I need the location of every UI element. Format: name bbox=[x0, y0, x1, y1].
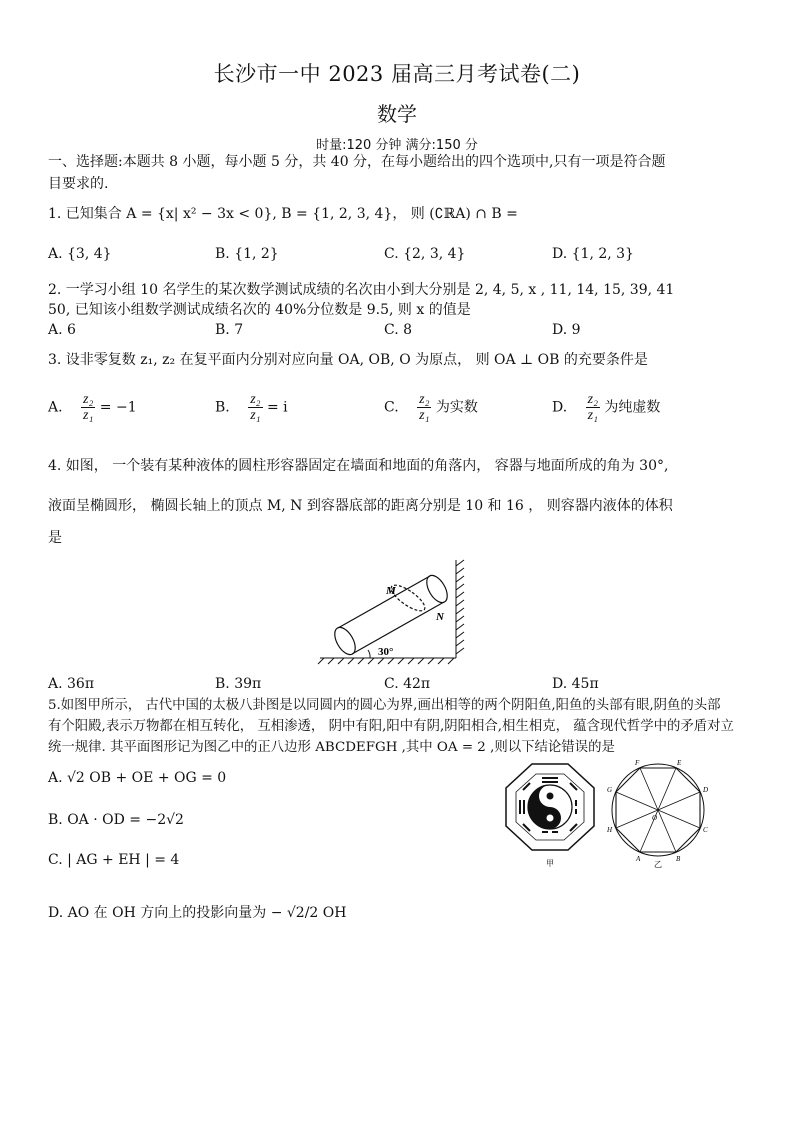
exam-meta: 时量:120 分钟 满分:150 分 bbox=[316, 138, 478, 153]
subject-heading: 数学 bbox=[377, 102, 417, 126]
bagua-figure bbox=[490, 760, 613, 872]
q5-line3: 统一规律. 其平面图形记为图乙中的正八边形 ABCDEFGH ,其中 OA = 2 ,则以下结论错误的是 bbox=[48, 740, 615, 755]
q2-option-d: D. 9 bbox=[552, 322, 581, 338]
label-m: M bbox=[386, 585, 396, 597]
vertex-label-h: H bbox=[607, 826, 613, 834]
fraction bbox=[417, 392, 431, 423]
q2-line1: 2. 一学习小组 10 名学生的某次数学测试成绩的名次由小到大分别是 2, 4, 5, x , 11, 14, 15, 39, 41 bbox=[48, 282, 675, 298]
vertex-label-b: B bbox=[676, 855, 681, 863]
yang-eye bbox=[547, 815, 554, 822]
q1-option-c: C. {2, 3, 4} bbox=[384, 246, 466, 262]
q3-option-d-label: D. bbox=[552, 399, 568, 416]
vertex-label-g: G bbox=[607, 786, 613, 794]
cylinder-figure bbox=[316, 558, 466, 666]
angle-arc bbox=[368, 650, 370, 658]
q5-line1: 5.如图甲所示， 古代中国的太极八卦图是以同圆内的圆心为界,画出相等的两个阴阳鱼,阳鱼的头部有眼,阴鱼的头部 bbox=[48, 698, 721, 713]
octagon-figure bbox=[602, 756, 714, 868]
q3-stem: 3. 设非零复数 z₁, z₂ 在复平面内分别对应向量 OA, OB, O 为原点， 则 OA ⊥ OB 的充要条件是 bbox=[48, 352, 648, 368]
fraction-numerator: z₂ bbox=[250, 392, 261, 407]
q4-line2: 液面呈椭圆形， 椭圆长轴上的顶点 M, N 到容器底部的距离分别是 10 和 16 ， 则容器内液体的体积 bbox=[48, 498, 673, 514]
angle-label: 30° bbox=[378, 646, 394, 658]
q4-option-a: A. 36π bbox=[48, 676, 95, 692]
q3-option-a bbox=[48, 392, 137, 423]
section-intro-line1: 一、选择题:本题共 8 小题，每小题 5 分，共 40 分，在每小题给出的四个选项中,只有一项是符合题 bbox=[48, 154, 666, 170]
q4-option-b: B. 39π bbox=[215, 676, 262, 692]
fraction bbox=[81, 392, 95, 423]
figure-caption-yi: 乙 bbox=[654, 860, 662, 868]
figure-caption-jia: 甲 bbox=[546, 859, 554, 868]
q3-option-b-tail: = i bbox=[266, 399, 288, 416]
q5-option-b: B. OA · OD = −2√2 bbox=[48, 812, 184, 828]
vertex-labels bbox=[606, 759, 708, 863]
q3-option-c-tail: 为实数 bbox=[435, 399, 478, 416]
vertex-label-f: F bbox=[635, 759, 640, 767]
section-intro-line2: 目要求的. bbox=[48, 176, 109, 192]
fraction bbox=[248, 392, 262, 423]
q1-stem: 1. 已知集合 A = {x| x² − 3x < 0}, B = {1, 2, 3, 4}， 则 (∁ℝA) ∩ B = bbox=[48, 206, 518, 222]
q3-option-a-tail: = −1 bbox=[99, 399, 137, 416]
fraction-denominator: z₁ bbox=[419, 408, 430, 423]
vertex-label-e: E bbox=[677, 759, 682, 767]
yin-eye bbox=[547, 793, 554, 800]
fraction-denominator: z₁ bbox=[83, 408, 94, 423]
q3-option-c-label: C. bbox=[384, 399, 399, 416]
q2-option-c: C. 8 bbox=[384, 322, 413, 338]
fraction-denominator: z₁ bbox=[250, 408, 261, 423]
q5-option-d: D. AO 在 OH 方向上的投影向量为 − √2/2 OH bbox=[48, 905, 347, 921]
fraction-denominator: z₁ bbox=[587, 408, 598, 423]
octagon-diagonals bbox=[616, 768, 700, 852]
label-n: N bbox=[436, 611, 444, 623]
q2-option-a: A. 6 bbox=[48, 322, 76, 338]
q3-option-b-label: B. bbox=[215, 399, 230, 416]
q3-option-d bbox=[552, 392, 660, 423]
q1-option-a: A. {3, 4} bbox=[48, 246, 112, 262]
q5-option-a: A. √2 OB + OE + OG = 0 bbox=[48, 770, 227, 786]
q4-line3: 是 bbox=[48, 530, 62, 546]
q3-option-c bbox=[384, 392, 478, 423]
q4-option-c: C. 42π bbox=[384, 676, 431, 692]
q4-option-d: D. 45π bbox=[552, 676, 599, 692]
vertex-label-a: A bbox=[636, 855, 641, 863]
vertex-label-d: D bbox=[703, 786, 709, 794]
fraction-numerator: z₂ bbox=[419, 392, 430, 407]
fraction-numerator: z₂ bbox=[587, 392, 598, 407]
vertex-label-c: C bbox=[703, 826, 708, 834]
q1-option-d: D. {1, 2, 3} bbox=[552, 246, 634, 262]
q5-line2: 有个阳殿,表示万物都在相互转化， 互相渗透， 阴中有阳,阳中有阴,阴阳相合,相生相克， 蕴含现代哲学中的矛盾对立 bbox=[48, 719, 734, 734]
q2-option-b: B. 7 bbox=[215, 322, 244, 338]
q4-line1: 4. 如图， 一个装有某种液体的圆柱形容器固定在墙面和地面的角落内， 容器与地面所成的角为 30°, bbox=[48, 458, 669, 474]
fraction-numerator: z₂ bbox=[83, 392, 94, 407]
q3-option-d-tail: 为纯虚数 bbox=[604, 399, 661, 416]
wall-hatching bbox=[456, 560, 464, 658]
fraction bbox=[586, 392, 600, 423]
floor-hatching bbox=[318, 658, 456, 664]
q2-line2: 50, 已知该小组数学测试成绩名次的 40%分位数是 9.5, 则 x 的值是 bbox=[48, 302, 471, 318]
center-label-o: O bbox=[652, 814, 658, 822]
q3-option-a-label: A. bbox=[48, 399, 63, 416]
q1-option-b: B. {1, 2} bbox=[215, 246, 279, 262]
page-title: 长沙市一中 2023 届高三月考试卷(二) bbox=[213, 62, 581, 86]
q3-option-b bbox=[215, 392, 288, 423]
q5-option-c: C. | AG + EH | = 4 bbox=[48, 852, 180, 868]
